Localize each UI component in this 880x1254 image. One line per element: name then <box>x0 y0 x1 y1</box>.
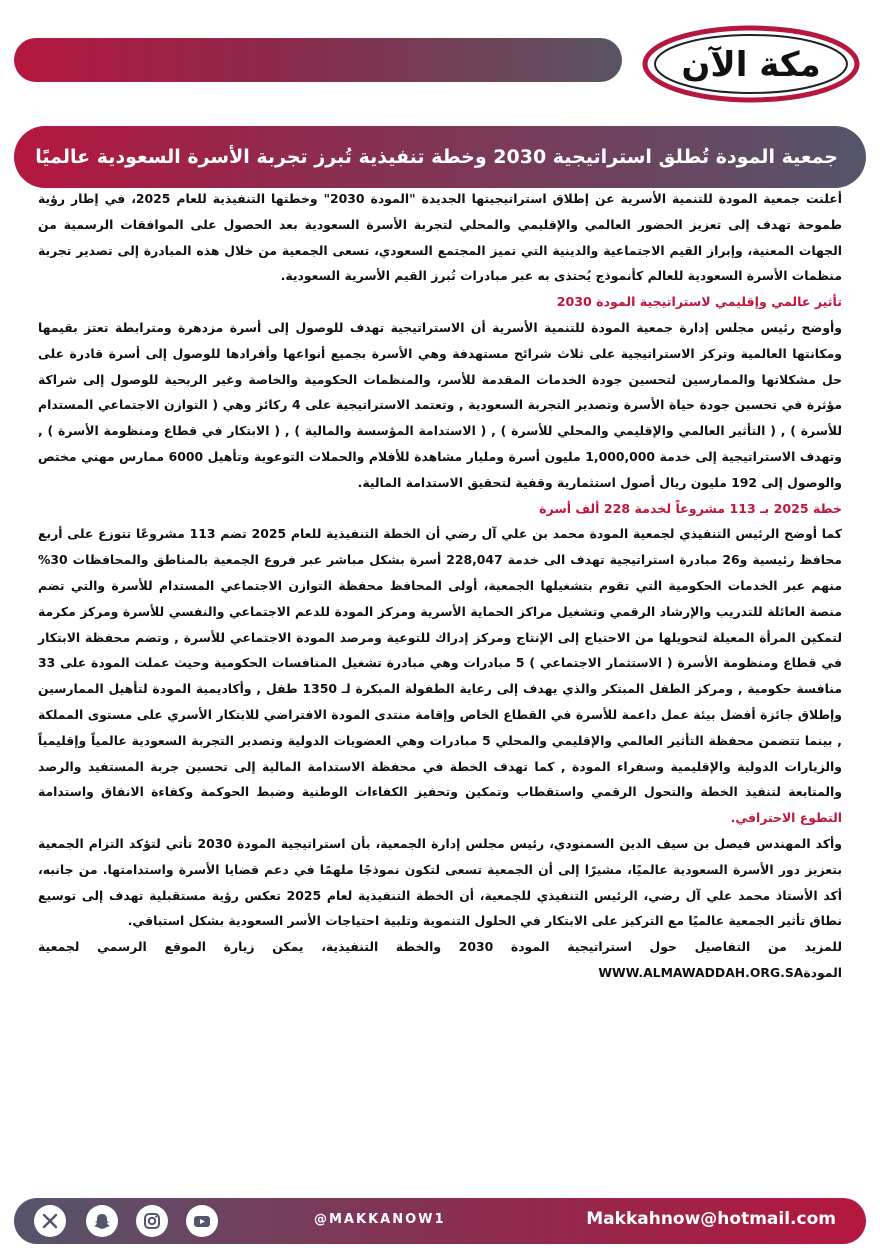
header-ribbon <box>14 38 622 82</box>
headline-banner <box>14 126 866 188</box>
social-handle[interactable]: @MAKKANOW1 <box>314 1212 446 1227</box>
contact-email[interactable]: Makkahnow@hotmail.com <box>586 1209 836 1229</box>
website-link[interactable]: WWW.ALMAWADDAH.ORG.SA <box>598 964 804 980</box>
makkah-now-logo <box>640 22 862 106</box>
svg-text:مكة الآن: مكة الآن <box>681 45 821 85</box>
paragraph-intro: أعلنت جمعية المودة للتنمية الأسرية عن إطلاق استراتيجيتها الجديدة "المودة 2030" وخطتها التنفيذية للعام 2025، في إطار رؤية طموحة تهدف إلى تعزيز الحضور العالمي والإقليمي والمحلي لتجربة الأسرة السعودية بعد الحصول على الموافقات الرسمية من الجهات المعنية، وإبراز القيم الاجتماعية والدينية التي تميز المجتمع السعودي، تسعى الجمعية من خلال هذه المبادرة إلى تصدير تجربة منظمات الأسرة السعودية للعالم كأنموذج يُحتذى به عبر مبادرات تُبرز القيم الأسرية السعودية. <box>38 191 842 284</box>
paragraph-chairman: وأكد المهندس فيصل بن سيف الدين السمنودي، رئيس مجلس إدارة الجمعية، بأن استراتيجية المودة 2030 تأتي لتؤكد التزام الجمعية بتعزيز دور الأسرة السعودية عالميًا، مشيرًا إلى أن الجمعية تسعى لتكون نموذجًا ملهمًا في دعم قضايا الأسرة واستدامتها. من جانبه، أكد الأستاذ محمد علي آل رضي، الرئيس التنفيذي للجمعية، أن الخطة التنفيذية لعام 2025 تعكس رؤية مستقبلية تهدف إلى توسيع نطاق تأثير الجمعية عالميًا مع التركيز على الابتكار في الحلول التنموية وتلبية احتياجات الأسر السعودية بشكل استباقي. <box>38 835 842 929</box>
paragraph-strategy: وأوضح رئيس مجلس إدارة جمعية المودة للتنمية الأسرية أن الاستراتيجية تهدف للوصول إلى أسرة مزدهرة ومترابطة تعتز بقيمها ومكانتها العالمية وتركز الاستراتيجية على ثلاث شرائح مستهدفة وهي الأسرة بجميع أنواعها وأفرادها للوصول إلى أسرة قادرة على حل مشكلاتها والممارسين لتحسين جودة الخدمات المقدمة للأسر، والمنظمات الحكومية والخاصة وغير الربحية للوصول إلى شراكة مؤثرة في تحسين جودة حياة الأسرة وتصدير التجربة السعودية , وتعتمد الاستراتيجية على 4 ركائز وهي ( التوازن الاجتماعي المستدام للأسرة ) , ( التأثير العالمي والإقليمي والمحلي للأسرة ) , ( الاستدامة المؤسسة والمالية ) , ( الابتكار في قطاع ومنظومة الأسرة ) , وتهدف الاستراتيجية إلى خدمة 1,000,000 مليون أسرة ومليار مشاهدة للأفلام والحملات التوعوية وتأهيل 6000 ممارس مهني مختص والوصول إلى 192 مليون ريال أصول استثمارية وقفية لتحقيق الاستدامة المالية. <box>38 319 843 490</box>
page-title: جمعية المودة تُطلق استراتيجية 2030 وخطة تنفيذية تُبرز تجربة الأسرة السعودية عالميًا <box>35 146 838 168</box>
section-heading-plan: خطة 2025 بـ 113 مشروعاً لخدمة 228 ألف أسرة <box>539 500 842 516</box>
paragraph-more-info <box>38 934 842 986</box>
snapchat-icon[interactable] <box>86 1205 118 1237</box>
section-heading-impact: تأثير عالمي وإقليمي لاستراتيجية المودة 2030 <box>556 294 842 310</box>
more-info-text: للمزيد من التفاصيل حول استراتيجية المودة 2030 والخطة التنفيذية، يمكن زيارة الموقع الرسمي لجمعية المودة <box>38 939 842 980</box>
article-body <box>38 186 842 986</box>
x-icon[interactable] <box>34 1205 66 1237</box>
paragraph-plan <box>38 521 842 831</box>
youtube-icon[interactable] <box>186 1205 218 1237</box>
plan-text: كما أوضح الرئيس التنفيذي لجمعية المودة محمد بن علي آل رضي أن الخطة التنفيذية للعام 2025 تضم 113 مشروعًا تتوزع على أربع محافظ رئيسية و26 مبادرة استراتيجية تهدف الى خدمة 228,047 أسرة بشكل مباشر عبر فروع الجمعية بالمناطق والمحافظات 30% منهم عبر الخدمات الحكومية التي تقوم بتشغيلها الجمعية، أولى المحافظ محفظة التوازن الاجتماعي المستدام للأسرة والتي تضم منصة العائلة للتدريب والإرشاد الرقمي وتشغيل مراكز الحماية الأسرية ومركز المودة للدعم الاجتماعي والنفسي للأسرة ومركز مكرمة لتمكين المرأة المعيلة لتحويلها من الاحتياج إلى الإنتاج ومركز إدراك للتوعية ومرصد المودة الاجتماعي للأسرة , وتضم محفظة الابتكار في قطاع ومنظومة الأسرة ( الاستثمار الاجتماعي ) 5 مبادرات وهي مبادرة تشغيل المنافسات الحكومية وحيث عملت المودة على 33 منافسة حكومية , ومركز الطفل المبتكر والذي يهدف إلى رعاية الطفولة المبكرة لـ 1350 طفل , وأكاديمية المودة لتأهيل الممارسين وإطلاق جائزة أفضل بيئة عمل داعمة للأسرة في القطاع الخاص وإقامة منتدى المودة الافتراضي للابتكار الأسري على مستوى المملكة , بينما تتضمن محفظة التأثير العالمي والإقليمي والمحلي 5 مبادرات وهي العضويات الدولية وتصدير التجربة السعودية عالمياً وإقليمياً والزيارات الدولية والإقليمية وسفراء المودة , كما تهدف الخطة في محفظة الاستدامة المالية إلى تحسين جربة المستفيد والرصد والمتابعة لتنفيذ الخطة والتحول الرقمي واستقطاب وتمكين وتحفيز الكفاءات الوطنية وضبط الحوكمة وكفاءة الانفاق واستدامة <box>38 526 842 800</box>
footer-bar <box>14 1198 866 1244</box>
volunteering-label: التطوع الاحترافي. <box>730 810 842 826</box>
instagram-icon[interactable] <box>136 1205 168 1237</box>
